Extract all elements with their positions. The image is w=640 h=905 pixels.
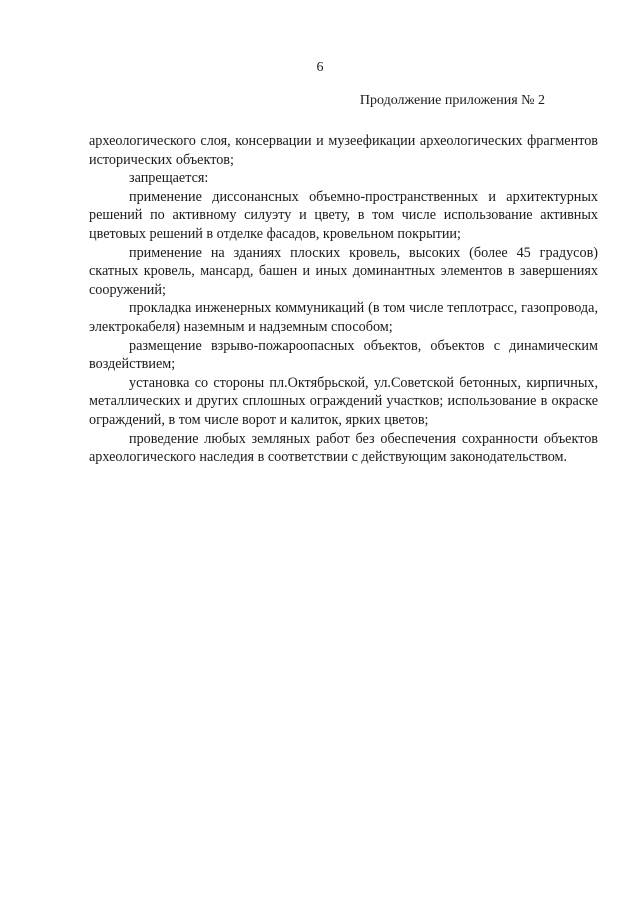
paragraph: применение на зданиях плоских кровель, высоких (более 45 градусов) скатных кровель, мансард, башен и иных доминантных элементов в завершениях сооружений; (89, 244, 598, 298)
page-number: 6 (316, 60, 324, 75)
paragraph: археологического слоя, консервации и музеефикации археологических фрагментов исторических объектов; (89, 133, 598, 168)
paragraph: прокладка инженерных коммуникаций (в том числе теплотрасс, газопровода, электрокабеля) наземным и надземным способом; (89, 300, 598, 335)
paragraph: размещение взрыво-пожароопасных объектов, объектов с динамическим воздействием; (89, 337, 598, 373)
paragraph: запрещается: (129, 170, 209, 187)
paragraph: проведение любых земляных работ без обеспечения сохранности объектов археологического наследия в соответствии с действующим законодательством. (89, 430, 598, 466)
paragraph: применение диссонансных объемно-пространственных и архитектурных решений по активному силуэту и цвету, в том числе использование активных цветовых решений в отделке фасадов, кровельном покрытии; (89, 188, 598, 242)
paragraph: установка со стороны пл.Октябрьской, ул.Советской бетонных, кирпичных, металлических и других сплошных ограждений участков; использование в окраске ограждений, в том числе ворот и калиток, ярких цветов; (89, 374, 598, 428)
appendix-continuation-note: Продолжение приложения № 2 (359, 93, 545, 108)
document-body (89, 132, 598, 467)
